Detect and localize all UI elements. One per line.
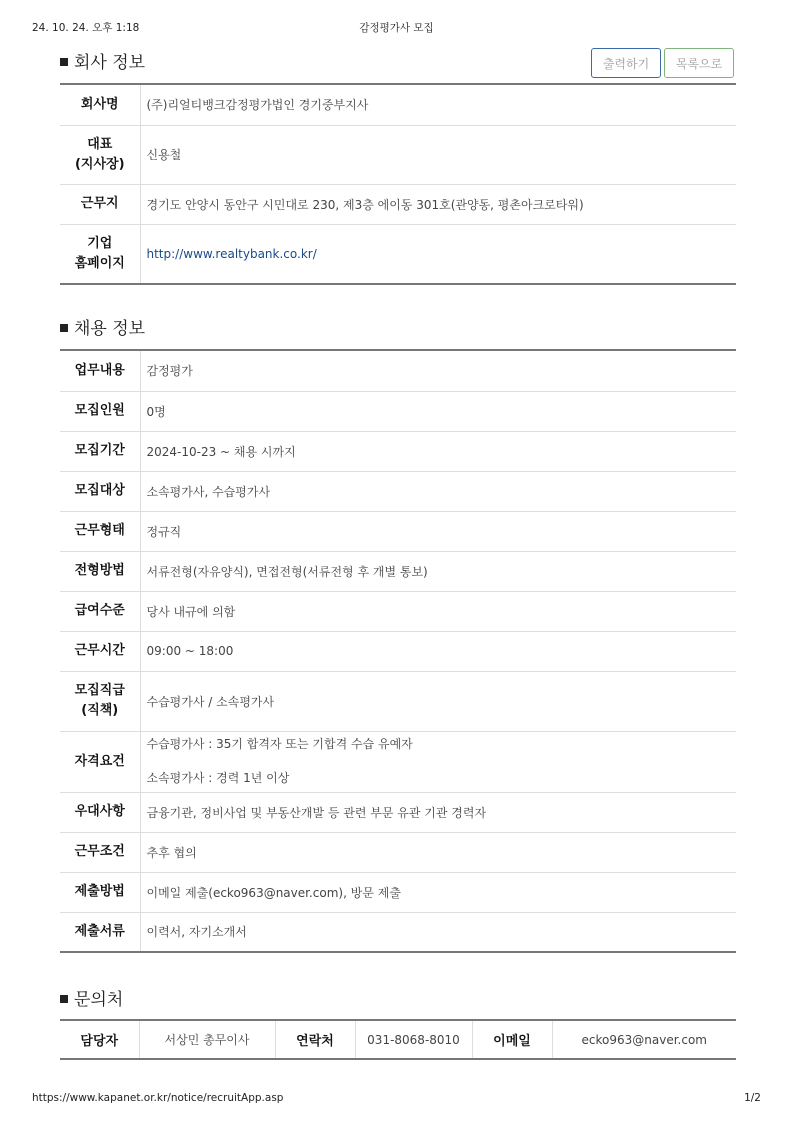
row-label: 근무조건	[60, 832, 140, 872]
recruit-info-table	[60, 349, 736, 953]
row-value	[140, 224, 736, 284]
recruit-section-title-text: 채용 정보	[74, 319, 146, 339]
row-label: 우대사항	[60, 792, 140, 832]
row-value-line: 소속평가사 : 경력 1년 이상	[146, 771, 290, 785]
print-header	[32, 20, 761, 36]
table-row	[60, 125, 736, 184]
row-label-line: 모집직급	[74, 683, 125, 698]
company-section-title-text: 회사 정보	[74, 53, 146, 73]
row-label: 모집인원	[60, 391, 140, 431]
row-value	[140, 731, 736, 792]
row-label-line: 홈페이지	[74, 255, 125, 271]
phone-value: 031-8068-8010	[355, 1020, 472, 1059]
row-label-line: 기업	[87, 235, 113, 251]
row-value: 이력서, 자기소개서	[140, 912, 736, 952]
phone-label: 연락처	[275, 1020, 355, 1059]
print-date: 24. 10. 24. 오후 1:18	[32, 22, 140, 34]
table-row	[60, 792, 736, 832]
row-value: 수습평가사 / 소속평가사	[140, 671, 736, 731]
table-row	[60, 631, 736, 671]
table-row	[60, 912, 736, 952]
print-url: https://www.kapanet.or.kr/notice/recruitApp.asp	[32, 1092, 284, 1104]
contact-table	[60, 1019, 736, 1060]
recruit-section-title	[60, 314, 145, 339]
row-value: 2024-10-23 ~ 채용 시까지	[140, 431, 736, 471]
print-page-title: 감정평가사 모집	[359, 22, 434, 34]
row-label: 회사명	[60, 84, 140, 125]
row-label: 근무지	[60, 184, 140, 224]
print-page-number: 1/2	[744, 1092, 761, 1104]
table-row	[60, 350, 736, 391]
row-label	[60, 671, 140, 731]
row-label	[60, 125, 140, 184]
table-row	[60, 731, 736, 792]
table-row	[60, 471, 736, 511]
manager-label: 담당자	[60, 1020, 139, 1059]
row-label: 급여수준	[60, 591, 140, 631]
row-value: 추후 협의	[140, 832, 736, 872]
row-value: 서류전형(자유양식), 면접전형(서류전형 후 개별 통보)	[140, 551, 736, 591]
manager-value: 서상민 총무이사	[139, 1020, 275, 1059]
company-info-table	[60, 83, 736, 285]
table-row	[60, 391, 736, 431]
row-label: 자격요건	[60, 731, 140, 792]
row-value: (주)리얼티뱅크감정평가법인 경기중부지사	[146, 98, 369, 113]
row-value: 정규직	[140, 511, 736, 551]
row-label: 업무내용	[60, 350, 140, 391]
row-value: 신용철	[140, 125, 736, 184]
table-row	[60, 832, 736, 872]
row-label-line: (직책)	[81, 703, 119, 718]
table-row	[60, 551, 736, 591]
row-value: 소속평가사, 수습평가사	[140, 471, 736, 511]
print-footer	[32, 1092, 761, 1106]
contact-section-title	[60, 985, 123, 1010]
row-label: 제출서류	[60, 912, 140, 952]
square-bullet-icon	[60, 324, 68, 332]
row-label: 모집대상	[60, 471, 140, 511]
email-label: 이메일	[472, 1020, 552, 1059]
row-label: 모집기간	[60, 431, 140, 471]
list-button[interactable]: 목록으로	[664, 48, 734, 78]
row-label: 전형방법	[60, 551, 140, 591]
row-value: 금융기관, 정비사업 및 부동산개발 등 관련 부문 유관 기관 경력자	[140, 792, 736, 832]
company-section-title	[60, 48, 145, 73]
row-label: 근무시간	[60, 631, 140, 671]
row-value: 경기도 안양시 동안구 시민대로 230, 제3층 에이동 301호(관양동, 평촌아크로타워)	[140, 184, 736, 224]
print-button[interactable]: 출력하기	[591, 48, 661, 78]
table-row	[60, 1020, 736, 1059]
row-value: 09:00 ~ 18:00	[140, 631, 736, 671]
table-row	[60, 431, 736, 471]
table-row	[60, 591, 736, 631]
row-value: 0명	[140, 391, 736, 431]
row-value: 당사 내규에 의함	[140, 591, 736, 631]
row-label: 근무형태	[60, 511, 140, 551]
square-bullet-icon	[60, 995, 68, 1003]
email-value: ecko963@naver.com	[581, 1032, 707, 1047]
table-row	[60, 184, 736, 224]
table-row	[60, 84, 736, 125]
table-row	[60, 511, 736, 551]
table-row	[60, 224, 736, 284]
row-label	[60, 224, 140, 284]
row-value: 이메일 제출(ecko963@naver.com), 방문 제출	[140, 872, 736, 912]
row-value: 감정평가	[146, 364, 193, 379]
row-value-line: 수습평가사 : 35기 합격자 또는 기합격 수습 유예자	[146, 737, 413, 751]
table-row	[60, 671, 736, 731]
table-row	[60, 872, 736, 912]
square-bullet-icon	[60, 58, 68, 66]
contact-section-title-text: 문의처	[74, 990, 124, 1010]
row-label: 제출방법	[60, 872, 140, 912]
homepage-link[interactable]: http://www.realtybank.co.kr/	[146, 246, 317, 261]
row-label-line: (지사장)	[74, 156, 125, 172]
row-label-line: 대표	[87, 136, 113, 152]
